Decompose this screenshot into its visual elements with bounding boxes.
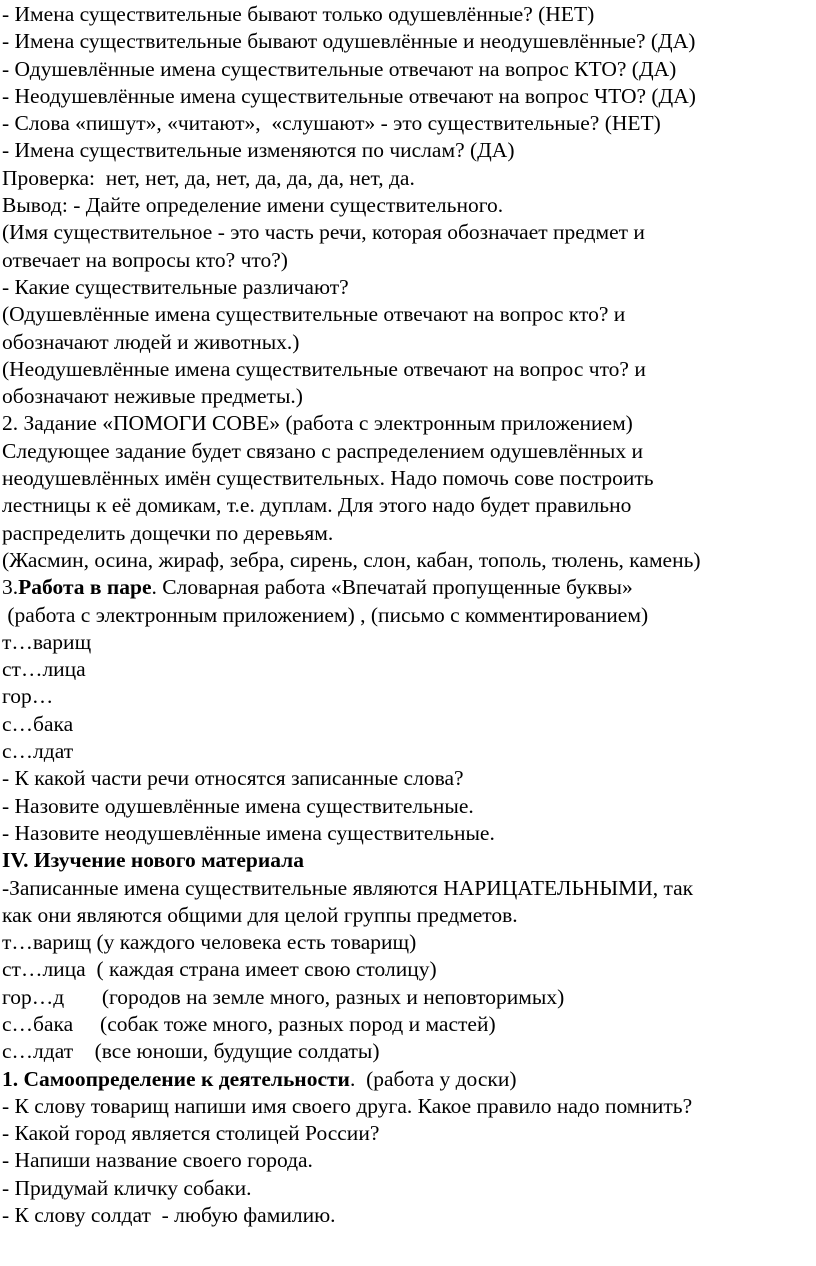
task-description-4: распределить дощечки по деревьям. bbox=[2, 520, 334, 545]
self-determination-heading bbox=[2, 1066, 814, 1093]
board-task: - Придумай кличку собаки. bbox=[2, 1175, 252, 1200]
question-part-of-speech: - К какой части речи относятся записанные слова? bbox=[2, 766, 464, 791]
conclusion-prompt: Вывод: - Дайте определение имени существительного. bbox=[2, 193, 504, 218]
pair-work-bold: Работа в паре bbox=[18, 575, 152, 600]
common-nouns-line-1: -Записанные имена существительные являются НАРИЦАТЕЛЬНЫМИ, так bbox=[2, 875, 694, 900]
task-help-owl-heading: 2. Задание «ПОМОГИ СОВЕ» (работа с электронным приложением) bbox=[2, 411, 633, 436]
question-animate-inanimate: - Имена существительные бывают одушевлённые и неодушевлённые? (ДА) bbox=[2, 29, 696, 54]
common-nouns-line-2: как они являются общими для целой группы предметов. bbox=[2, 902, 518, 927]
vocab-word: т…варищ bbox=[2, 629, 92, 654]
task-description-1: Следующее задание будет связано с распределением одушевлённых и bbox=[2, 438, 643, 463]
example-word: с…бака (собак тоже много, разных пород и мастей) bbox=[2, 1011, 496, 1036]
question-inanimate-what: - Неодушевлённые имена существительные отвечают на вопрос ЧТО? (ДА) bbox=[2, 83, 696, 108]
board-task: - Напиши название своего города. bbox=[2, 1148, 313, 1173]
self-determination-rest: . (работа у доски) bbox=[349, 1066, 517, 1091]
question-verbs: - Слова «пишут», «читают», «слушают» - это существительные? (НЕТ) bbox=[2, 111, 661, 136]
board-task: - К слову солдат - любую фамилию. bbox=[2, 1203, 336, 1228]
pair-work-heading bbox=[2, 574, 814, 601]
self-determination-bold: 1. Самоопределение к деятельности bbox=[2, 1066, 350, 1091]
vocab-word: гор… bbox=[2, 684, 54, 709]
animate-definition-1: (Одушевлённые имена существительные отвечают на вопрос кто? и bbox=[2, 302, 626, 327]
word-list: (Жасмин, осина, жираф, зебра, сирень, слон, кабан, тополь, тюлень, камень) bbox=[2, 547, 701, 572]
question-animate-who: - Одушевлённые имена существительные отвечают на вопрос КТО? (ДА) bbox=[2, 56, 677, 81]
animate-definition-2: обозначают людей и животных.) bbox=[2, 329, 300, 354]
question-name-inanimate: - Назовите неодушевлённые имена существительные. bbox=[2, 820, 495, 845]
check-answers: Проверка: нет, нет, да, нет, да, да, да, нет, да. bbox=[2, 165, 415, 190]
pair-work-number: 3. bbox=[2, 575, 19, 600]
inanimate-definition-1: (Неодушевлённые имена существительные отвечают на вопрос что? и bbox=[2, 356, 646, 381]
example-word: ст…лица ( каждая страна имеет свою столицу) bbox=[2, 957, 437, 982]
inanimate-definition-2: обозначают неживые предметы.) bbox=[2, 384, 303, 409]
task-description-2: неодушевлённых имён существительных. Надо помочь сове построить bbox=[2, 466, 654, 491]
question-name-animate: - Назовите одушевлённые имена существительные. bbox=[2, 793, 474, 818]
example-word: т…варищ (у каждого человека есть товарищ) bbox=[2, 930, 417, 955]
definition-line-2: отвечает на вопросы кто? что?) bbox=[2, 247, 288, 272]
task-description-3: лестницы к её домикам, т.е. дуплам. Для этого надо будет правильно bbox=[2, 493, 632, 518]
vocab-word: с…бака bbox=[2, 711, 74, 736]
vocab-word: с…лдат bbox=[2, 739, 74, 764]
section-heading: IV. Изучение нового материала bbox=[2, 848, 304, 873]
question-number: - Имена существительные изменяются по числам? (ДА) bbox=[2, 138, 515, 163]
question-animate-only: - Имена существительные бывают только одушевлённые? (НЕТ) bbox=[2, 2, 595, 26]
pair-work-note: (работа с электронным приложением) , (письмо с комментированием) bbox=[2, 602, 649, 627]
kinds-question: - Какие существительные различают? bbox=[2, 274, 349, 299]
document-page bbox=[2, 1, 814, 1229]
vocab-word: ст…лица bbox=[2, 657, 86, 682]
board-task: - Какой город является столицей России? bbox=[2, 1121, 380, 1146]
example-word: гор…д (городов на земле много, разных и неповторимых) bbox=[2, 984, 565, 1009]
board-task: - К слову товарищ напиши имя своего друга. Какое правило надо помнить? bbox=[2, 1093, 693, 1118]
definition-line-1: (Имя существительное - это часть речи, которая обозначает предмет и bbox=[2, 220, 645, 245]
pair-work-rest: . Словарная работа «Впечатай пропущенные буквы» bbox=[151, 575, 633, 600]
example-word: с…лдат (все юноши, будущие солдаты) bbox=[2, 1039, 380, 1064]
